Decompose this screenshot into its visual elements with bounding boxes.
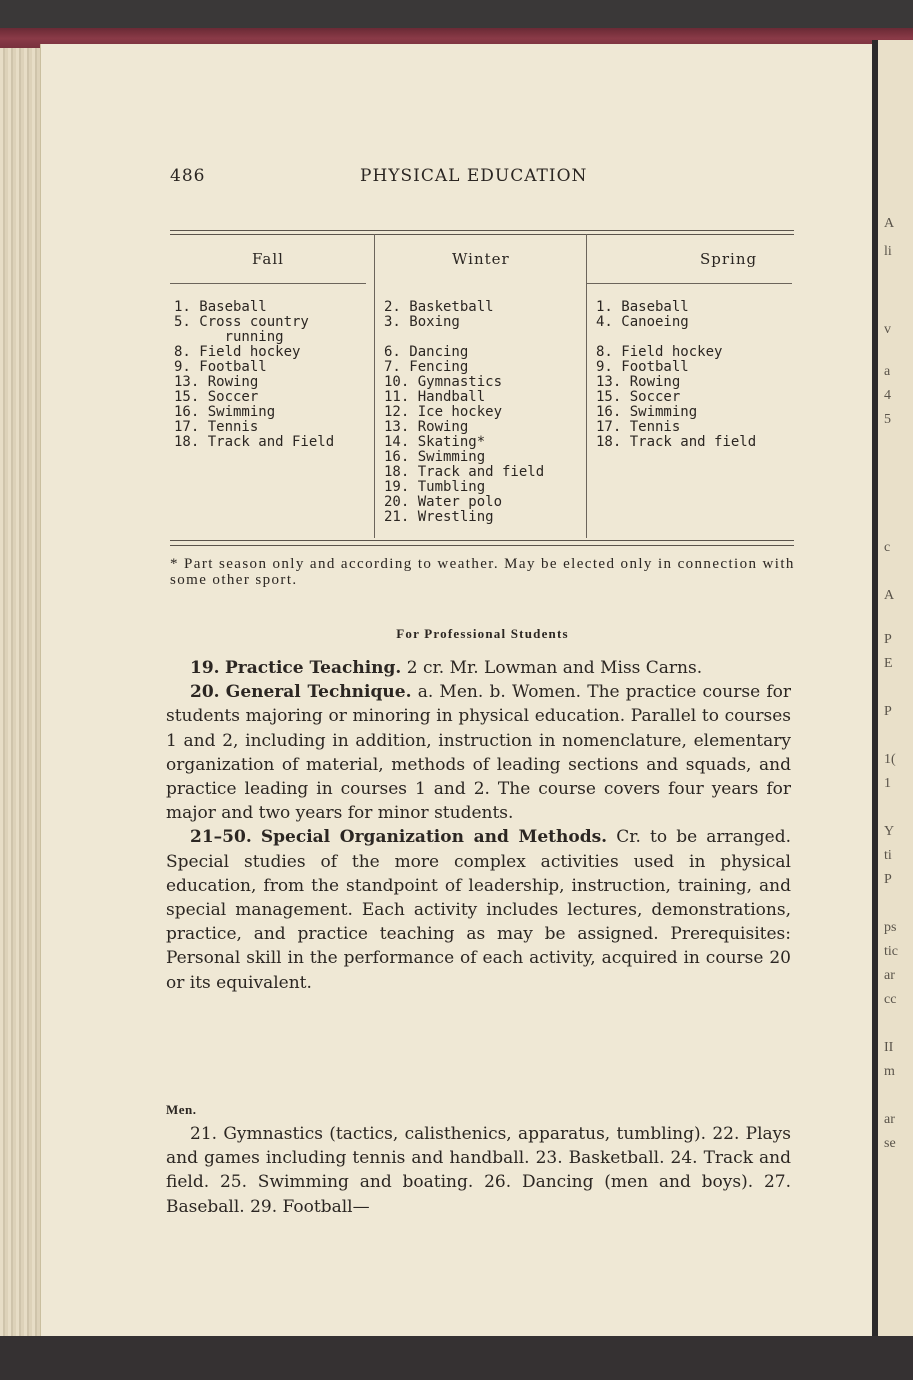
men-courses-text: 21. Gymnastics (tactics, calisthenics, apparatus, tumbling). 22. Plays and games including tennis and handball. 23. Basketball. 24. Track and field. 25. Swimming and boating. 26. Dancing (men and boys). 27. Baseball. 29. Football— [166,1124,791,1217]
table-bottom-rule [170,540,794,541]
course-entry [166,825,791,994]
facing-page-fragment: ar [884,1112,895,1127]
list-item: 18. Track and Field [174,434,335,450]
sports-season-table [170,230,794,550]
list-item: 9. Football [174,359,267,375]
list-item: 9. Football [596,359,689,375]
course-entry [166,680,791,825]
list-item: 1. Baseball [174,299,267,315]
facing-page-fragment: v [884,322,891,337]
facing-page-fragment: II [884,1040,894,1055]
list-item: 11. Handball [384,389,486,405]
list-item: 20. Water polo [384,494,503,510]
list-item: 10. Gymnastics [384,374,503,390]
list-item: running [174,329,284,345]
course-text: Cr. to be arranged. Special studies of the more complex activities used in physical education, from the standpoint of leadership, instruction, training, and special management. Each activity includes lectures, demonstrations, practice, and practice teaching as may be assigned. Prerequisites: Personal skill in the performance of each activity, acquired in course 20 or its equivalent. [166,827,791,993]
column-heading-fall: Fall [252,250,284,268]
list-item: 8. Field hockey [174,344,301,360]
course-number: 19. [190,658,220,678]
list-item: 1. Baseball [596,299,689,315]
list-item: 13. Rowing [174,374,259,390]
course-number: 20. [190,682,220,703]
facing-page-fragment: P [884,704,892,719]
table-footnote: * Part season only and according to weather. May be elected only in connection with some other sport. [170,556,795,588]
facing-page-fragment: 5 [884,412,891,427]
facing-page-fragment: c [884,540,891,555]
facing-page-fragment: Y [884,824,895,839]
fall-sports-list [174,300,334,450]
facing-page-fragment: ar [884,968,895,983]
winter-sports-list [384,300,544,525]
course-title: Special Organization and Methods. [260,827,608,848]
column-divider [586,234,587,538]
spring-sports-list [596,300,756,450]
column-heading-winter: Winter [452,250,510,268]
facing-page-fragment: E [884,656,893,671]
column-divider [374,234,375,538]
course-number: 21–50. [190,827,252,848]
list-item: 16. Swimming [174,404,276,420]
list-item: 19. Tumbling [384,479,486,495]
facing-page-fragment: 1 [884,776,891,791]
facing-page-fragment: 1( [884,752,896,767]
list-item: 3. Boxing [384,314,460,330]
list-item: 7. Fencing [384,359,469,375]
list-item: 16. Swimming [596,404,698,420]
list-item: 2. Basketball [384,299,494,315]
list-item: 13. Rowing [384,419,469,435]
column-heading-rule [586,283,792,284]
facing-page-fragment: a [884,364,891,379]
list-item [384,330,544,345]
list-item: 17. Tennis [174,419,259,435]
list-item: 18. Track and field [384,464,545,480]
facing-page-fragment: A [884,588,895,603]
facing-page-fragment: 4 [884,388,891,403]
list-item: 14. Skating* [384,434,486,450]
list-item: 15. Soccer [174,389,259,405]
list-item: 4. Canoeing [596,314,689,330]
table-top-rule-inner [170,234,794,235]
facing-page-fragment: ps [884,920,897,935]
list-item: 8. Field hockey [596,344,723,360]
facing-page-fragment: tic [884,944,898,959]
course-text: 2 cr. Mr. Lowman and Miss Carns. [401,658,703,678]
section-heading: For Professional Students [396,626,569,641]
facing-page-fragment: ti [884,848,892,863]
course-entry [166,656,791,680]
course-title: General Technique. [225,682,412,703]
list-item: 21. Wrestling [384,509,494,525]
facing-page-fragment: cc [884,992,897,1007]
list-item [596,330,756,345]
course-text: a. Men. b. Women. The practice course for students majoring or minoring in physical education. Parallel to courses 1 and 2, including in addition, instruction in nomenclature, elementary organization of material, methods of leading sections and squads, and practice leading in courses 1 and 2. The course covers four years for major and two years for minor students. [166,682,791,824]
running-title: PHYSICAL EDUCATION [360,166,588,186]
facing-page-fragment: P [884,872,892,887]
column-heading-rule [170,283,366,284]
list-item: 18. Track and field [596,434,757,450]
table-bottom-rule-inner [170,545,794,546]
facing-page-fragment: m [884,1064,895,1079]
list-item: 13. Rowing [596,374,681,390]
facing-page-fragment: se [884,1136,896,1151]
list-item: 16. Swimming [384,449,486,465]
facing-page-fragment: li [884,244,892,259]
list-item: 15. Soccer [596,389,681,405]
list-item: 17. Tennis [596,419,681,435]
scanner-background-bottom [0,1336,913,1380]
facing-page-edge [878,40,913,1340]
course-title: Practice Teaching. [224,658,402,678]
facing-page-fragment: A [884,216,895,231]
men-heading: Men. [166,1102,197,1117]
table-top-rule [170,230,794,231]
list-item: 12. Ice hockey [384,404,503,420]
page-number: 486 [170,166,206,186]
course-descriptions [166,656,791,995]
facing-page-fragment: P [884,632,892,647]
men-courses [166,1122,791,1219]
list-item: 6. Dancing [384,344,469,360]
list-item: 5. Cross country [174,314,309,330]
column-heading-spring: Spring [700,250,758,268]
